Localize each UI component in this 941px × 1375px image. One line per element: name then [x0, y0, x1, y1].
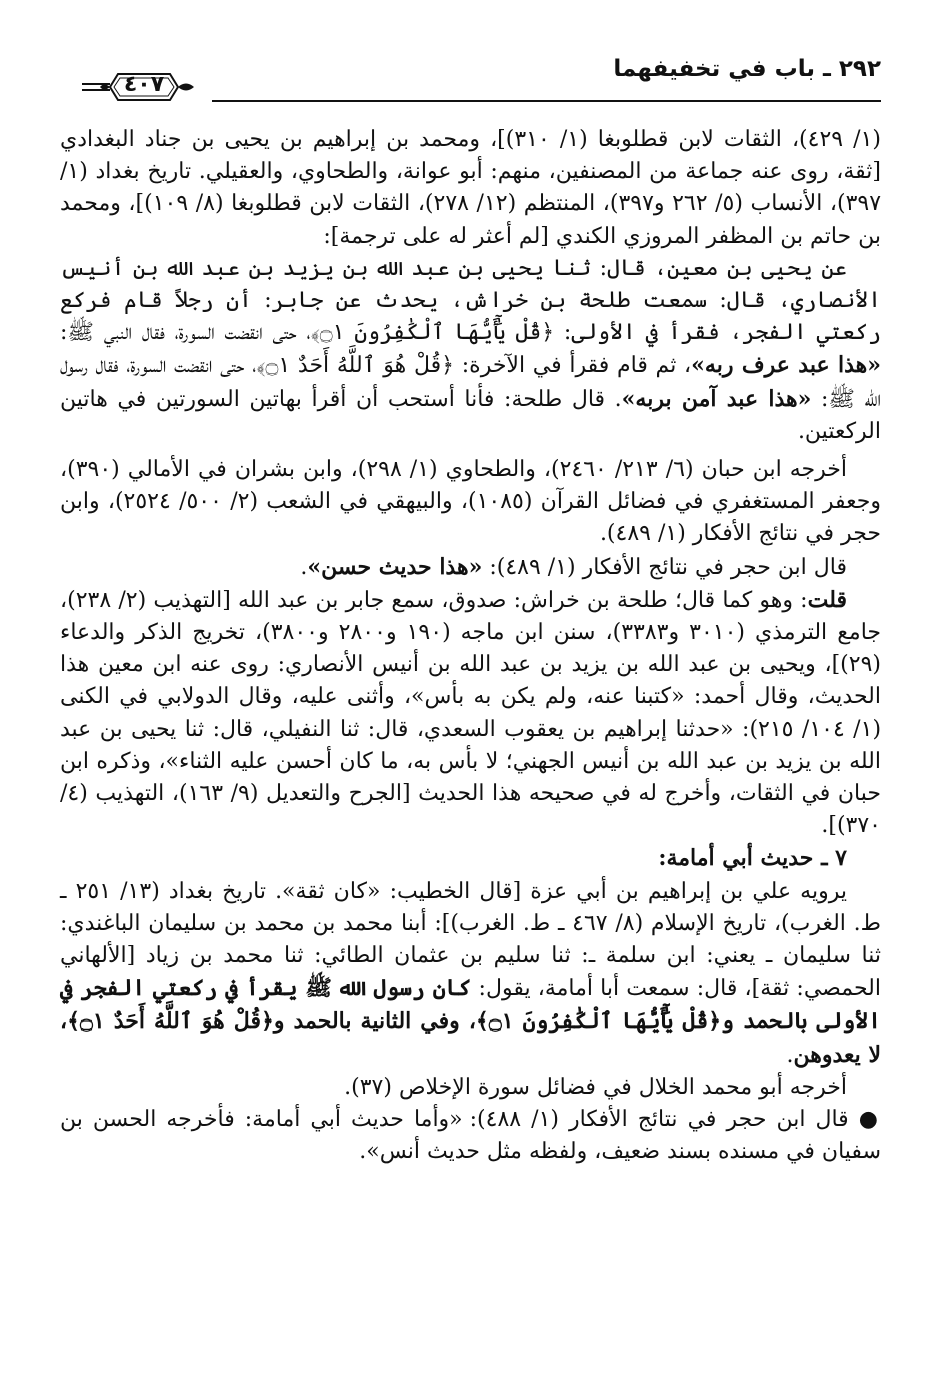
- text-segment: أخرجه ابن حبان (٦/ ٢١٣/ ٢٤٦٠)، والطحاوي (١/ ٢٩٨)، وابن بشران في الأمالي (٣٩٠)، وجعفر المستغفري في فضائل القرآن (١٠٨٥)، والبيهقي في الشعب (٢/ ٥٠٠/ ٢٥٢٤)، وابن حجر في نتائج الأفكار (١/ ٤٨٩).: [60, 457, 881, 547]
- header-rule: [212, 100, 881, 102]
- page-header: [82, 48, 881, 102]
- text-segment: يرويه علي بن إبراهيم بن أبي عزة [قال الخطيب: «كان ثقة». تاريخ بغداد (١٣/ ٢٥١ ـ ط. الغرب)، تاريخ الإسلام (٨/ ٤٦٧ ـ ط. الغرب)]: أبنا محمد بن محمد بن سليمان الباغندي: ثنا سليمان ـ يعني: ابن سلمة ـ: ثنا سليم بن عثمان الطائي: ثنا محمد بن زياد [الألهاني الحمصي: ثقة]، قال: سمعت أبا أمامة، يقول:: [60, 878, 881, 1002]
- page-number-ornament: [82, 66, 202, 110]
- text-segment: (١/ ٤٢٩)، الثقات لابن قطلوبغا (١/ ٣١٠)]، ومحمد بن إبراهيم بن يحيى بن جناد البغدادي [ثقة، روى عنه جماعة من المصنفين، منهم: أبو عوانة، والطحاوي، والعقيلي. تاريخ بغداد (١/ ٣٩٧)، الأنساب (٥/ ٢٦٢ و٣٩٧)، المنتظم (١٢/ ٢٧٨)، الثقات لابن قطلوبغا (٨/ ١٠٩)]، ومحمد بن حاتم بن المظفر المروزي الكندي [لم أعثر له على ترجمة]:: [60, 127, 882, 249]
- text-segment: ٧ ـ حديث أبي أمامة:: [658, 845, 847, 872]
- text-segment: . قال طلحة: فأنا أستحب أن أقرأ بهاتين السورتين في هاتين الركعتين.: [60, 386, 881, 444]
- paragraph-p8: [60, 1072, 881, 1104]
- text-segment: : وهو كما قال؛ طلحة بن خراش: صدوق، سمع جابر بن عبد الله [التهذيب (٢/ ٢٣٨)، جامع الترمذي (٣٠١٠ و٣٣٨٣)، سنن ابن ماجه (١٩٠ و٢٨٠٠ و٣٨٠٠)، تخريج الذكر والدعاء (٢٩)]، ويحيى بن عبد الله بن يزيد بن عبد الله بن أنيس الأنصاري: روى عنه ابن معين هذا الحديث، وقال أحمد: «كتبنا عنه، ولم يكن به بأس»، وأثنى عليه، وقال الدولابي في الكنى (١/ ١٠٤/ ٢١٥): «حدثنا إبراهيم بن يعقوب السعدي، قال: ثنا النفيلي، قال: ثنا يحيى بن عبد الله بن يزيد بن عبد الله بن أنيس الجهني؛ لا بأس به، ما كان أحسن عليه الثناء»، وذكره ابن حبان في الثقات، وأخرج له في صحيحه هذا الحديث [الجرح والتعديل (٩/ ١٦٣)، التهذيب (٤/ ٣٧٠)].: [60, 587, 882, 839]
- paragraph-p1: [60, 124, 881, 253]
- page-number: ٤٠٧: [123, 72, 165, 97]
- text-segment: «هذا حديث حسن»: [307, 553, 483, 580]
- text-segment: «هذا عبد آمن بربه»: [621, 385, 812, 412]
- text-segment: «هذا عبد عرف ربه»: [691, 352, 882, 379]
- paragraph-p2: [60, 253, 881, 448]
- text-segment: عن يحيى بن معين، قال: ثنا يحيى بن عبد الله بن يزيد بن عبد الله بن أنيس الأنصاري، قال: سمعت طلحة بن خراش، يحدث عن جابر: أن رجلاً قام فركع ركعتي الفجر، فقرأ في الأولى: ﴿قُلْ يَٰٓأَيُّهَا ٱلْكَٰفِرُونَ ۝١﴾، حتى انقضت السورة، فقال النبي ﷺ:: [60, 255, 881, 346]
- text-segment: ، ثم قام فقرأ في الآخرة: ﴿قُلْ هُوَ ٱللَّهُ أَحَدٌ ۝١﴾، حتى انقضت السورة، فقال رسول الله ﷺ:: [60, 353, 881, 412]
- text-body: [60, 124, 881, 1355]
- running-title: ٢٩٢ ـ باب في تخفيفهما: [613, 56, 881, 82]
- paragraph-p7: [60, 876, 881, 1072]
- text-segment: كان رسول الله ﷺ يقرأ في ركعتي الفجر في الأولى بالحمد و﴿قُلْ يَٰٓأَيُّهَا ٱلْكَٰفِرُونَ ۝١﴾، وفي الثانية بالحمد و﴿قُلْ هُوَ ٱللَّهُ أَحَدٌ ۝١﴾، لا يعدوهن: [60, 975, 881, 1068]
- paragraph-p9: [60, 1104, 881, 1168]
- text-segment: ● قال ابن حجر في نتائج الأفكار (١/ ٤٨٨): «وأما حديث أبي أمامة: فأخرجه الحسن بن سفيان في مسنده بسند ضعيف، ولفظه مثل حديث أنس».: [60, 1107, 882, 1165]
- text-segment: .: [300, 554, 308, 580]
- text-segment: .: [786, 1042, 794, 1068]
- paragraph-p3: [60, 454, 881, 551]
- text-segment: قلت: [807, 586, 848, 613]
- text-segment: قال ابن حجر في نتائج الأفكار (١/ ٤٨٩):: [482, 554, 847, 580]
- paragraph-p6: [60, 842, 881, 875]
- paragraph-p5: [60, 584, 881, 843]
- paragraph-p4: [60, 551, 881, 584]
- text-segment: أخرجه أبو محمد الخلال في فضائل سورة الإخلاص (٣٧).: [344, 1074, 847, 1100]
